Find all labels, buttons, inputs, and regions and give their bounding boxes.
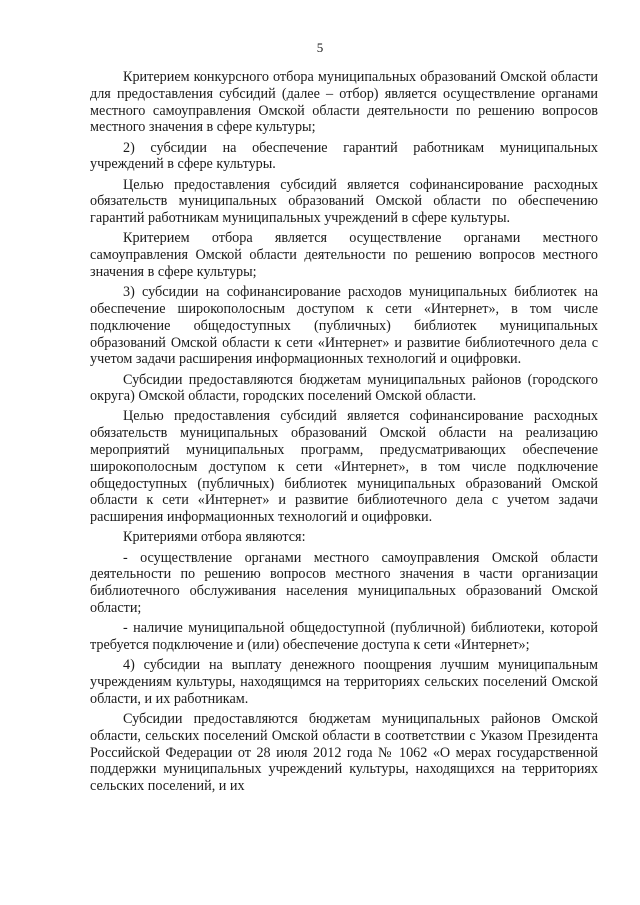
paragraph-subsidy-3: 3) субсидии на софинансирование расходов муниципальных библиотек на обеспечение широкополосным доступом к сети «Интернет», в том числе подключение общедоступных (публичных) библиотек муниципальных образований Омской области к сети «Интернет» и развитие библиотечного дела с учетом задачи расширения информационных технологий и оцифровки. bbox=[90, 284, 598, 368]
paragraph-recipients-4: Субсидии предоставляются бюджетам муниципальных районов Омской области, сельских поселений Омской области в соответствии с Указом Президента Российской Федерации от 28 июля 2012 года № 1062 «О мерах государственной поддержки муниципальных учреждений культуры, находящихся на территориях сельских поселений, и их bbox=[90, 710, 598, 795]
paragraph-criteria-heading: Критериями отбора являются: bbox=[123, 529, 306, 546]
paragraph-subsidy-2: 2) субсидии на обеспечение гарантий работникам муниципальных учреждений в сфере культуры. bbox=[90, 139, 598, 173]
paragraph-selection-criterion: Критерием конкурсного отбора муниципальных образований Омской области для предоставления субсидий (далее – отбор) является осуществление органами местного самоуправления Омской области деятельности по решению вопросов местного значения в сфере культуры; bbox=[90, 69, 598, 136]
paragraph-criterion-3b: - наличие муниципальной общедоступной (публичной) библиотеки, которой требуется подключение и (или) обеспечение доступа к сети «Интернет»; bbox=[90, 620, 598, 654]
document-body bbox=[90, 69, 598, 798]
paragraph-recipients-3: Субсидии предоставляются бюджетам муниципальных районов (городского округа) Омской области, городских поселений Омской области. bbox=[90, 371, 598, 405]
paragraph-goal-3: Целью предоставления субсидий является софинансирование расходных обязательств муниципальных образований Омской области на реализацию мероприятий муниципальных программ, предусматривающих обеспечение широкополосным доступом к сети «Интернет», в том числе подключение общедоступных (публичных) библиотек муниципальных образований Омской области к сети «Интернет» и развитие библиотечного дела с учетом задачи расширения информационных технологий и оцифровки. bbox=[90, 408, 598, 526]
paragraph-criterion-2: Критерием отбора является осуществление органами местного самоуправления Омской области деятельности по решению вопросов местного значения в сфере культуры; bbox=[90, 230, 598, 280]
paragraph-criterion-3a: - осуществление органами местного самоуправления Омской области деятельности по решению вопросов местного значения в части организации библиотечного обслуживания населения муниципальных образований Омской области; bbox=[90, 549, 598, 617]
paragraph-goal-2: Целью предоставления субсидий является софинансирование расходных обязательств муниципальных образований Омской области по обеспечению гарантий работникам муниципальных учреждений в сфере культуры. bbox=[90, 176, 598, 227]
paragraph-subsidy-4: 4) субсидии на выплату денежного поощрения лучшим муниципальным учреждениям культуры, находящимся на территориях сельских поселений Омской области, и их работникам. bbox=[90, 657, 598, 707]
page-number: 5 bbox=[316, 40, 324, 55]
